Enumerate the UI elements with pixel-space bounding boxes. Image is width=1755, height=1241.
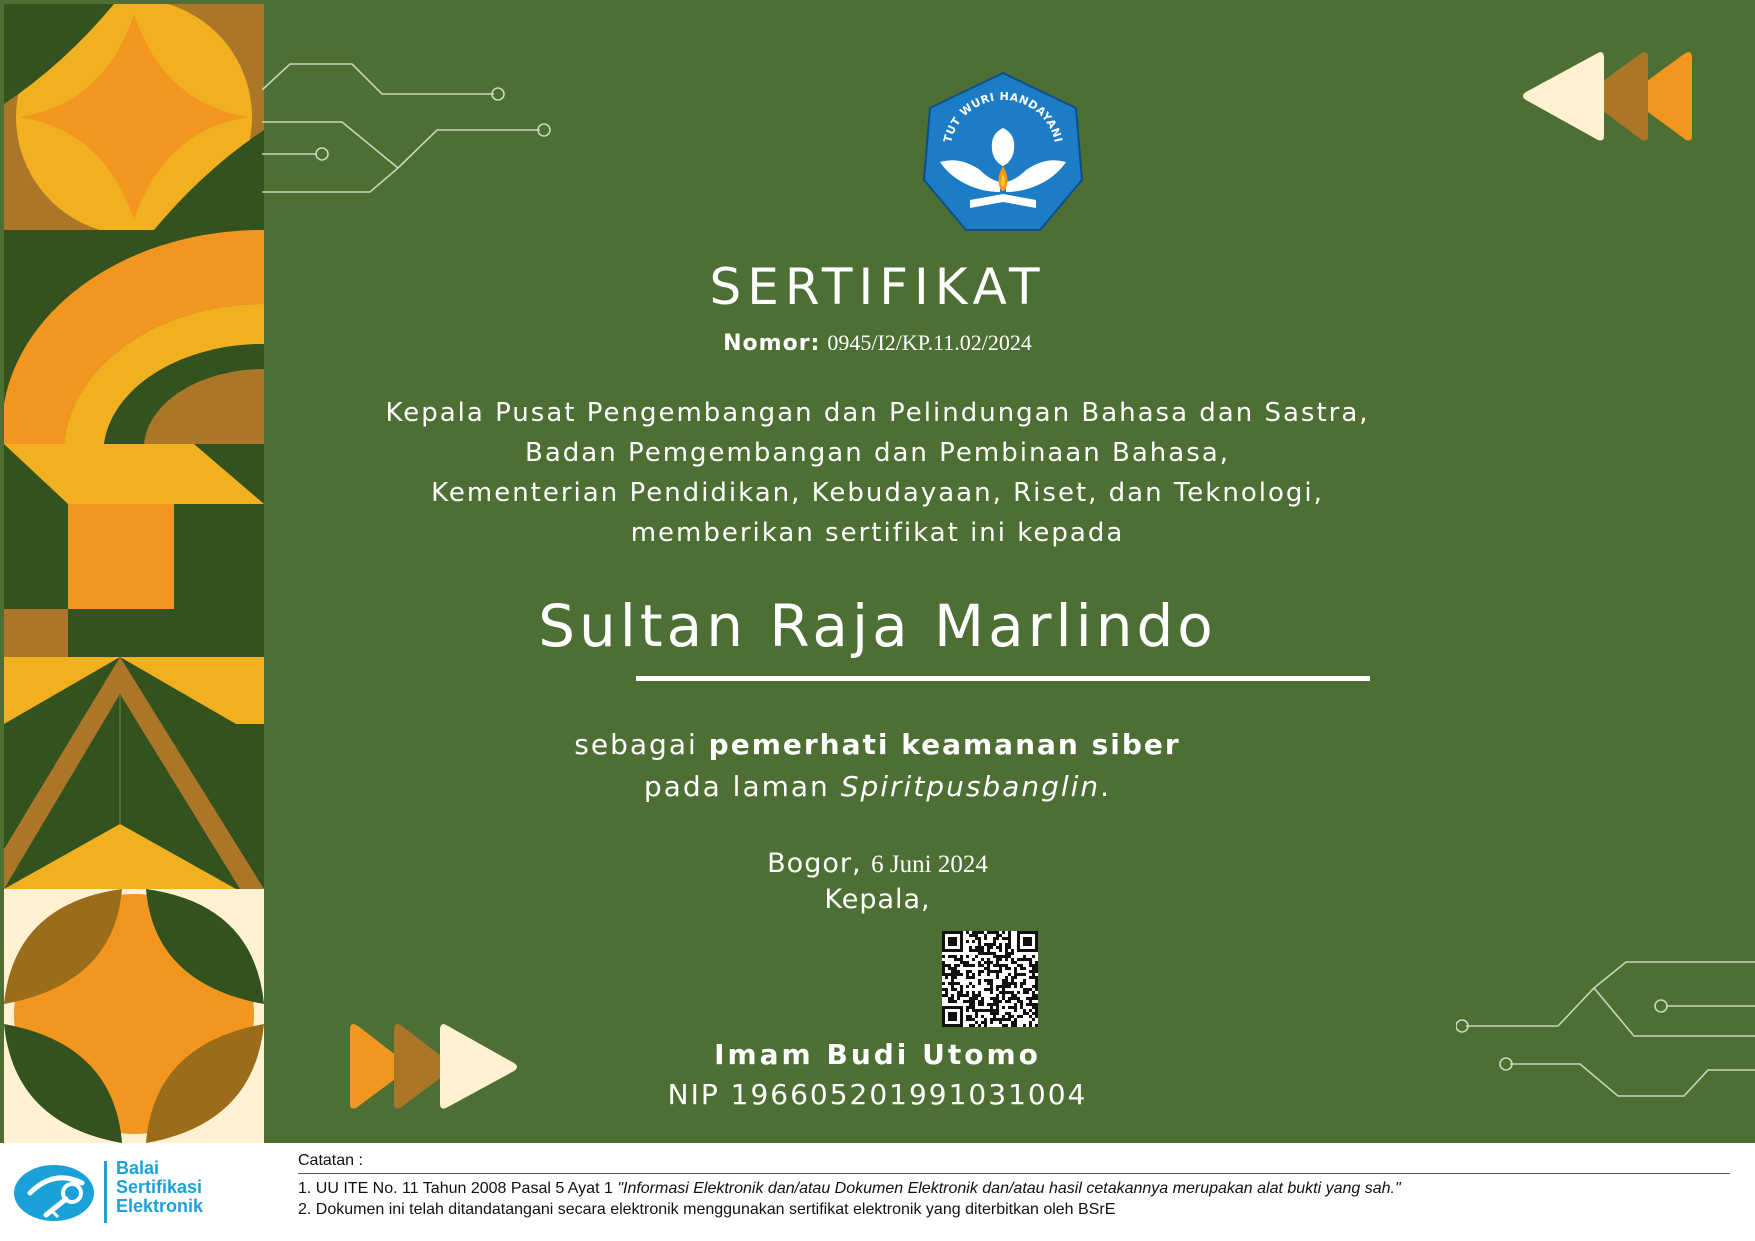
circuit-lines-decoration-right: [1456, 958, 1755, 1098]
place: Bogor,: [767, 848, 862, 879]
recipient-name: Sultan Raja Marlindo: [538, 592, 1217, 660]
site-suffix: .: [1100, 770, 1112, 803]
note-item: [298, 1178, 1728, 1199]
site-prefix: pada laman: [643, 770, 830, 803]
signature-qr-code-icon: [942, 931, 1038, 1027]
circuit-lines-decoration: [262, 60, 552, 220]
signer-position: Kepala,: [824, 884, 931, 915]
geometric-pattern-decoration: [4, 4, 264, 1143]
notes: [298, 1151, 1728, 1220]
role-statement: [0, 724, 1755, 808]
triangle-arrows-decoration-left: [1520, 50, 1700, 144]
issuer-line: Kementerian Pendidikan, Kebudayaan, Riset, dan Teknologi,: [431, 478, 1324, 508]
bsre-brand-line: Sertifikasi: [116, 1177, 203, 1197]
note-item: 2. Dokumen ini telah ditandatangani secara elektronik menggunakan sertifikat elektronik yang diterbitkan oleh BSrE: [298, 1201, 1116, 1218]
recipient-underline: [636, 676, 1370, 681]
bsre-logo-icon: [12, 1159, 96, 1223]
bsre-brand-line: Balai: [116, 1158, 160, 1178]
signer-nip: NIP 196605201991031004: [667, 1078, 1088, 1111]
bsre-divider: [104, 1161, 107, 1223]
issuer-line: Kepala Pusat Pengembangan dan Pelindungan Bahasa dan Sastra,: [385, 398, 1370, 428]
notes-label: Catatan :: [298, 1152, 363, 1169]
signer-name: Imam Budi Utomo: [714, 1038, 1041, 1071]
note-1-prefix: 1. UU ITE No. 11 Tahun 2008 Pasal 5 Ayat 1: [298, 1180, 618, 1197]
site-name: Spiritpusbanglin: [840, 770, 1101, 803]
bsre-brand-name: [116, 1159, 203, 1216]
certificate-number-label: Nomor:: [723, 331, 821, 356]
role-line: [0, 724, 1755, 766]
tut-wuri-handayani-emblem-icon: [920, 70, 1086, 236]
notes-divider: [298, 1173, 1730, 1174]
issuer-line: memberikan sertifikat ini kepada: [630, 518, 1125, 548]
footer-notes: [0, 1143, 1755, 1241]
issuer-statement: [0, 393, 1755, 553]
certificate-number: [0, 330, 1755, 356]
date: 6 Juni 2024: [871, 851, 988, 878]
role-prefix: sebagai: [574, 728, 698, 761]
certificate-number-value: 0945/I2/KP.11.02/2024: [827, 330, 1032, 355]
place-and-date: [0, 848, 1755, 879]
emblem-motto: TUT WURI HANDAYANI: [941, 89, 1065, 145]
bsre-brand-line: Elektronik: [116, 1196, 204, 1216]
certificate-title: SERTIFIKAT: [709, 258, 1046, 316]
site-line: [0, 766, 1755, 808]
role-name: pemerhati keamanan siber: [708, 728, 1181, 761]
issuer-line: Badan Pemgembangan dan Pembinaan Bahasa,: [525, 438, 1230, 468]
note-1-quote: "Informasi Elektronik dan/atau Dokumen Elektronik dan/atau hasil cetakannya merupakan alat bukti yang sah.": [617, 1180, 1401, 1197]
